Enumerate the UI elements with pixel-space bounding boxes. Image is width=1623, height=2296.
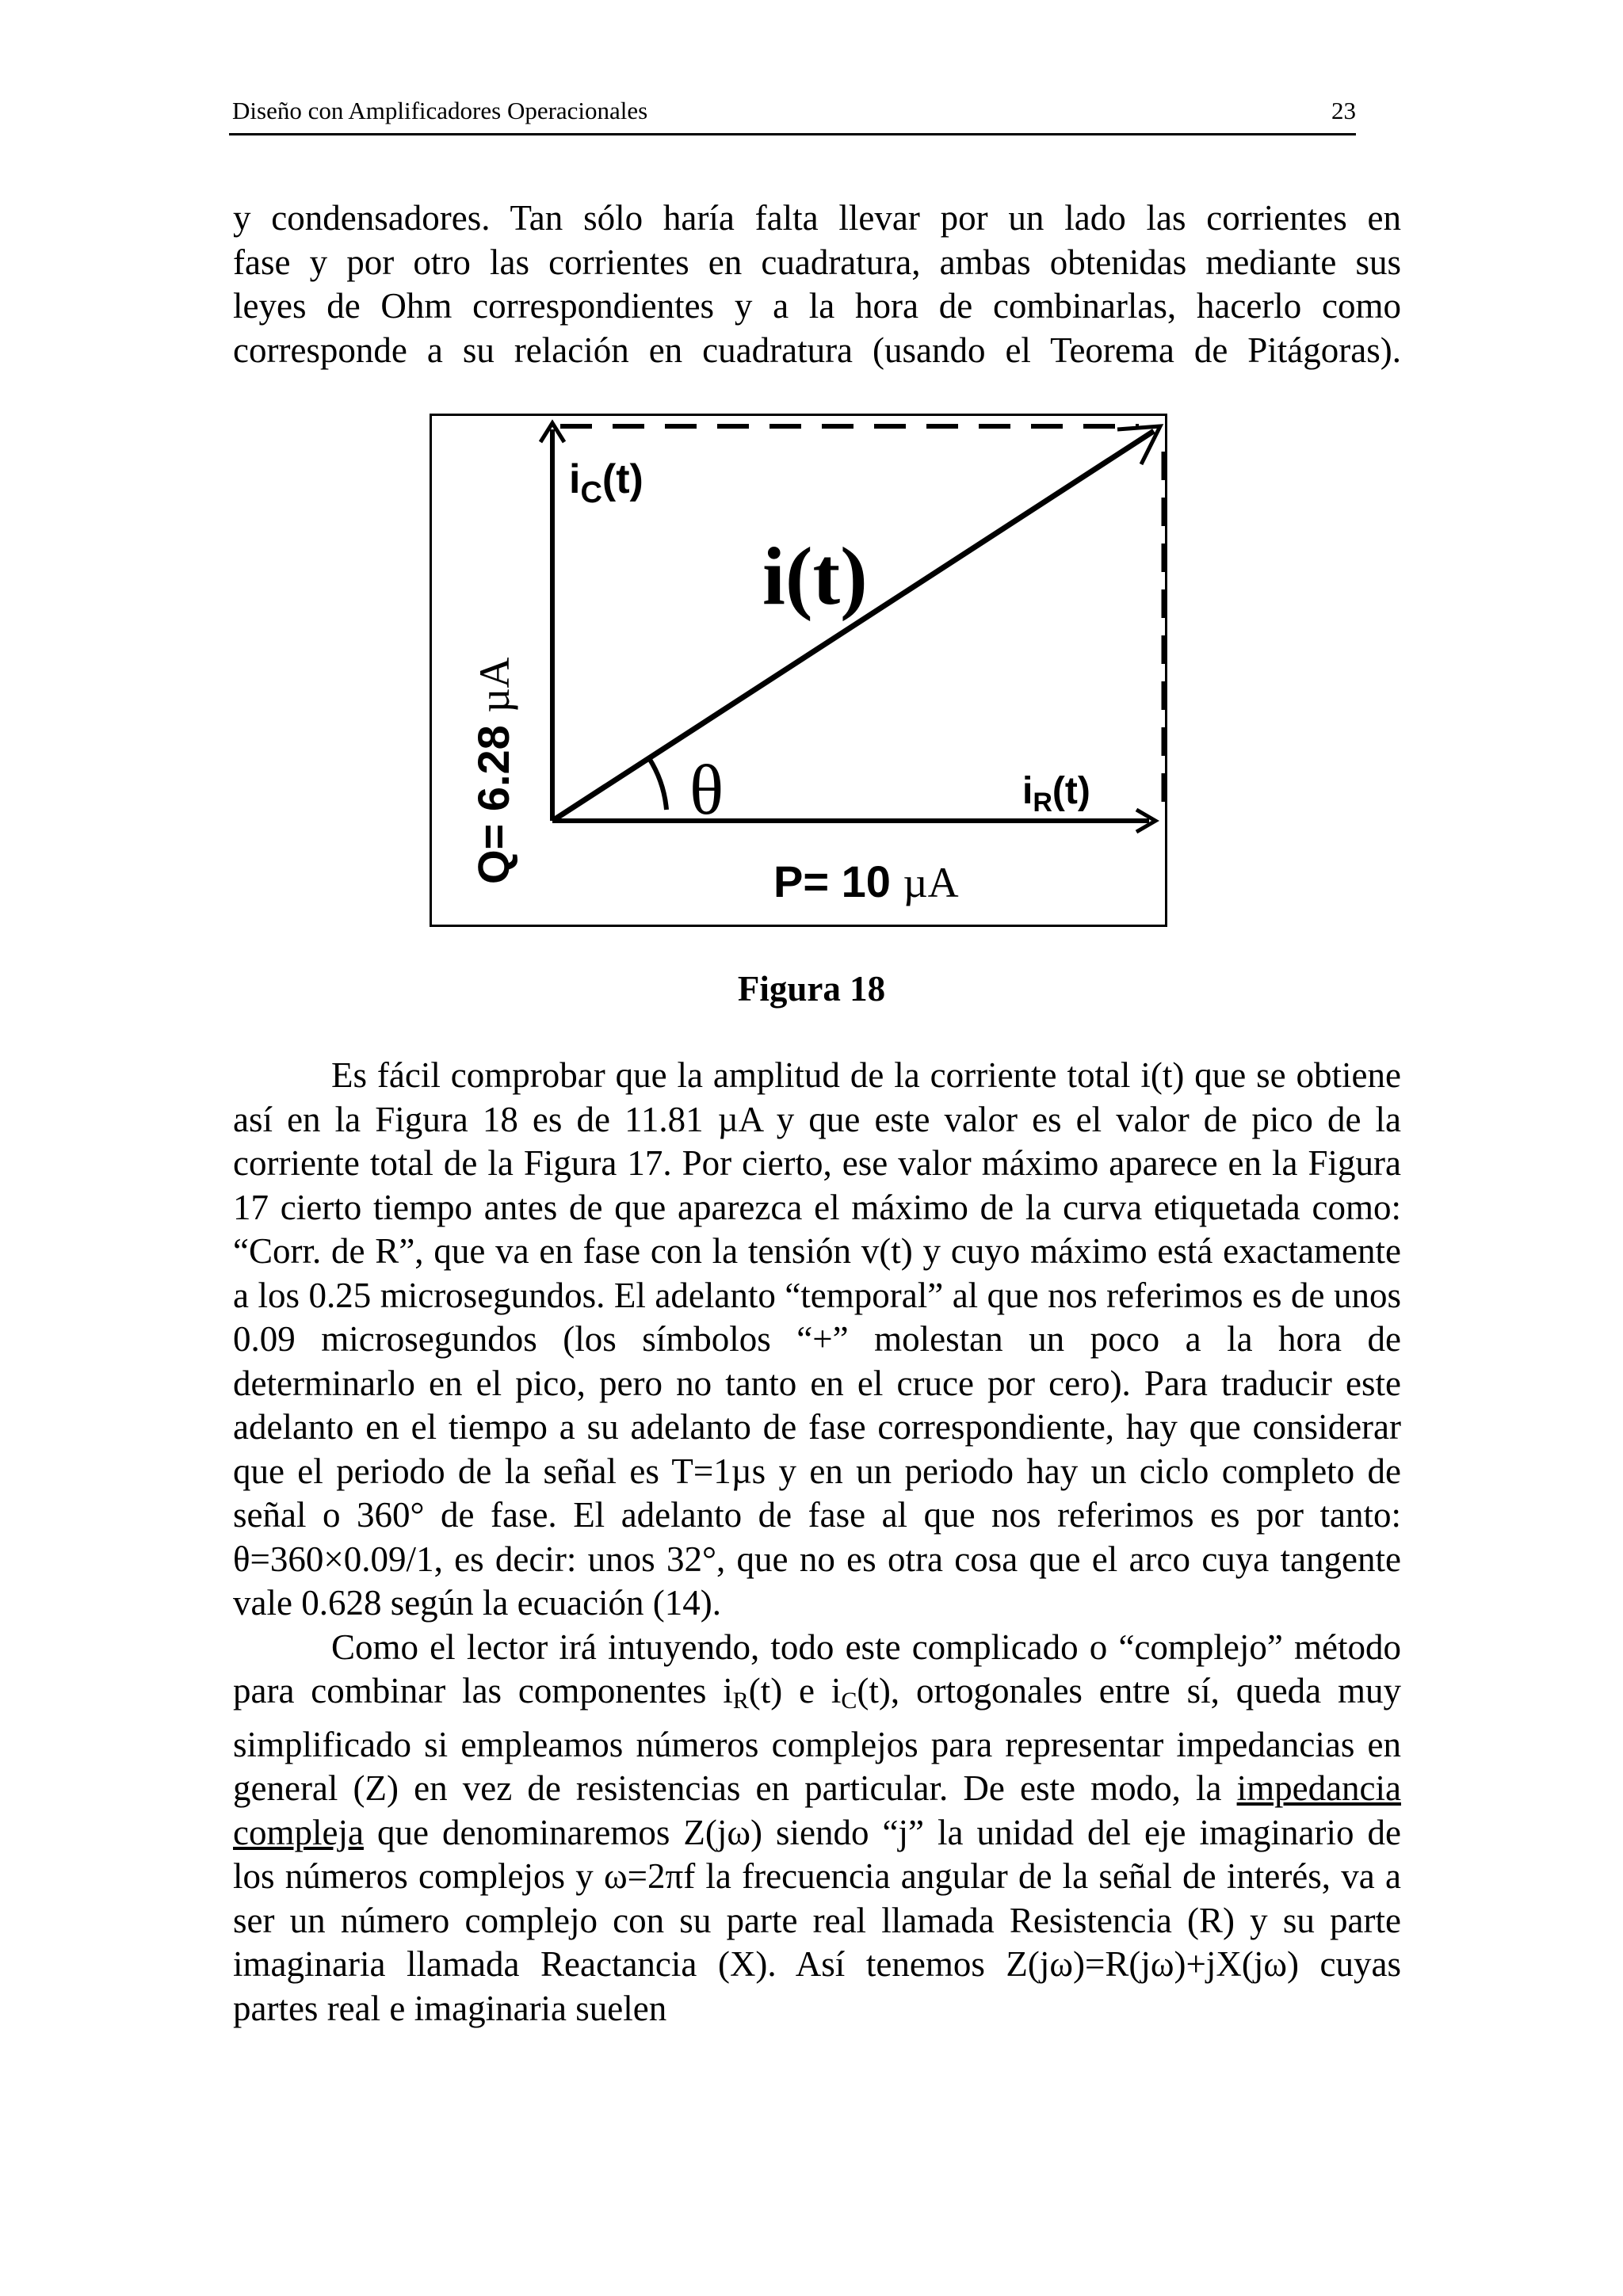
paragraph-2: Es fácil comprobar que la amplitud de la corriente total i(t) que se obtiene así en la Figura 18 es de 11.81 µA y que este valor es el valor de pico de la corriente total de la Figura 17. Por cierto, ese valor máximo aparece en la Figura 17 cierto tiempo antes de que aparezca el máximo de la curva etiquetada como: “Corr. de R”, que va en fase con la tensión v(t) y cuyo máximo está exactamente a los 0.25 microsegundos. El adelanto “temporal” al que nos referimos es de unos 0.09 microsegundos (los símbolos “+” molestan un poco a la hora de determinarlo en el pico, pero no tanto en el cruce por cero). Para traducir este adelanto en el tiempo a su adelanto de fase correspondiente, hay que considerar que el periodo de la señal es T=1µs y en un periodo hay un ciclo completo de señal o 360° de fase. El adelanto de fase al que nos referimos es por tanto: θ=360×0.09/1, es decir: unos 32°, que no es otra cosa que el arco cuya tangente vale 0.628 según la ecuación (14). xyxy=(233,1055,1401,1623)
paragraph-1-line: y condensadores. Tan sólo haría falta llevar por un lado las corrientes en xyxy=(233,198,1401,238)
figure-caption: Figura 18 xyxy=(737,969,886,1009)
p-label: P= 10 µA xyxy=(773,856,959,906)
i-label: i(t) xyxy=(762,531,868,622)
q-label: Q= 6.28 µA xyxy=(468,657,518,884)
running-title: Diseño con Amplificadores Operacionales xyxy=(232,97,648,124)
paragraph-1-line: fase y por otro las corrientes en cuadratura, ambas obtenidas mediante sus xyxy=(233,242,1401,282)
page-header xyxy=(229,93,1356,135)
body-paragraphs xyxy=(233,1054,1401,2031)
paragraph-3: Como el lector irá intuyendo, todo este complicado o “complejo” método para combinar las componentes $i_R(t)$ e $i_C(t)$, ortogonales entre sí, queda muy simplificado si empleamos números complejos para representar impedancias en general (Z) en vez de resistencias en particular. De este modo, la impedancia compleja que denominaremos Z(jω) siendo “j” la unidad del eje imaginario de los números complejos y ω=2πf la frecuencia angular de la señal de interés, va a ser un número complejo con su parte real llamada Resistencia (R) y su parte imaginaria llamada Reactancia (X). Así tenemos Z(jω)=R(jω)+jX(jω) cuyas partes real e imaginaria suelen xyxy=(233,1627,1401,2028)
theta-label: θ xyxy=(689,751,724,830)
page-number: 23 xyxy=(1331,97,1356,124)
ic-label: $i_C(t)$ xyxy=(569,456,643,509)
paragraph-1-line: corresponde a su relación en cuadratura (usando el Teorema de Pitágoras). xyxy=(233,330,1401,370)
phasor-diagram xyxy=(430,414,1167,927)
paragraph-1-line: leyes de Ohm correspondientes y a la hora de combinarlas, hacerlo como xyxy=(233,286,1401,326)
paragraph-1 xyxy=(233,196,1401,372)
ir-label: $i_R(t)$ xyxy=(1022,770,1090,818)
underlined-term: impedancia compleja xyxy=(233,1768,1401,1852)
